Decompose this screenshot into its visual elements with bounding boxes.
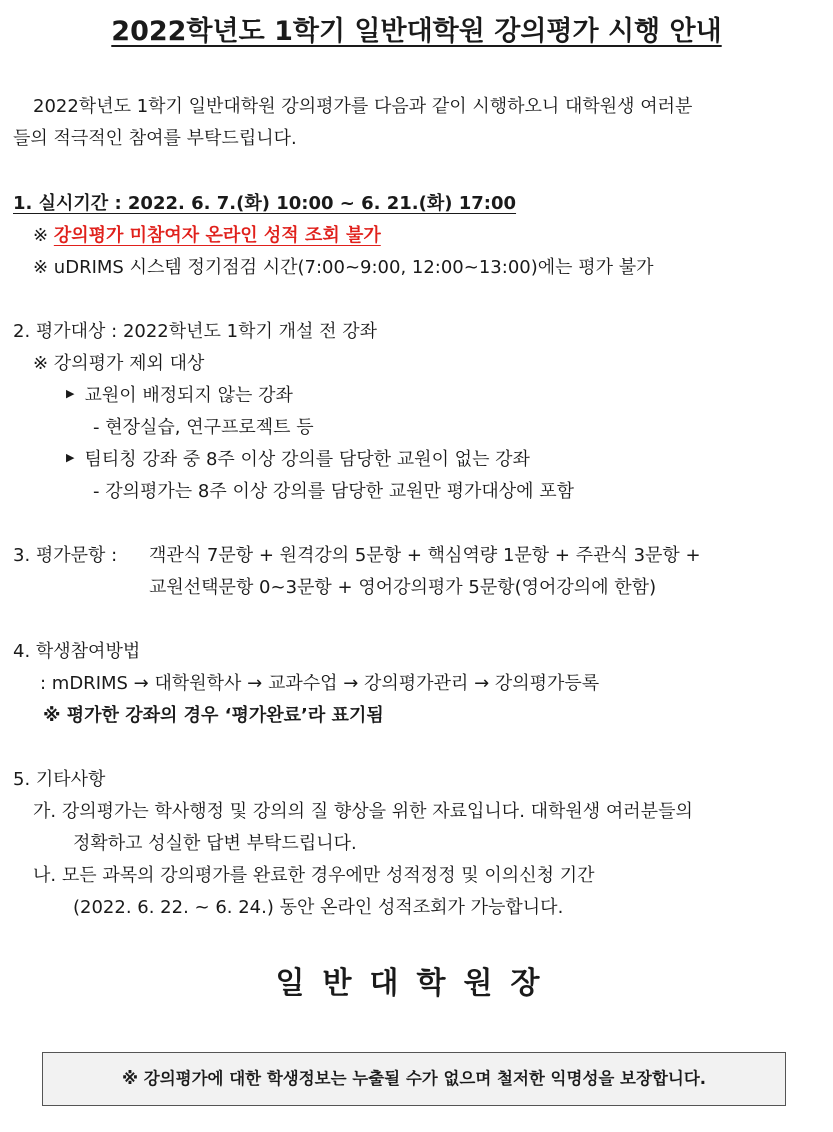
misc-na-line-2: (2022. 6. 22. ~ 6. 24.) 동안 온라인 성적조회가 가능합니다. (73, 897, 564, 918)
questions-label: 3. 평가문항 : (13, 545, 118, 566)
target-heading: 2. 평가대상 : 2022학년도 1학기 개설 전 강좌 (13, 321, 377, 342)
intro-line-2: 들의 적극적인 참여를 부탁드립니다. (13, 128, 297, 149)
reference-mark: ※ (33, 225, 49, 246)
method-heading: 4. 학생참여방법 (13, 641, 141, 662)
exclude-item-2-sub: - 강의평가는 8주 이상 강의를 담당한 교원만 평가대상에 포함 (93, 481, 575, 502)
misc-ga-line-1: 가. 강의평가는 학사행정 및 강의의 질 향상을 위한 자료입니다. 대학원생 여러분들의 (33, 801, 693, 822)
signature: 일반대학원장 (275, 966, 558, 1001)
misc-na-line-1: 나. 모든 과목의 강의평가를 완료한 경우에만 성적정정 및 이의신청 기간 (33, 865, 595, 886)
privacy-notice: ※ 강의평가에 대한 학생정보는 누출될 수가 없으며 철저한 익명성을 보장합니다. (42, 1052, 786, 1106)
exclude-item-2: ▶ 팀티칭 강좌 중 8주 이상 강의를 담당한 교원이 없는 강좌 (66, 447, 530, 473)
maintenance-note: ※ uDRIMS 시스템 정기점검 시간(7:00~9:00, 12:00~13:00)에는 평가 불가 (33, 257, 654, 278)
triangle-right-icon: ▶ (66, 387, 75, 400)
misc-ga-line-2: 정확하고 성실한 답변 부탁드립니다. (73, 833, 357, 854)
intro-line-1: 2022학년도 1학기 일반대학원 강의평가를 다음과 같이 시행하오니 대학원생 여러분 (33, 96, 693, 117)
questions-line-2: 교원선택문항 0~3문항 + 영어강의평가 5문항(영어강의에 한함) (149, 577, 657, 598)
exclude-item-1: ▶ 교원이 배정되지 않는 강좌 (66, 383, 293, 409)
period-heading: 1. 실시기간 : 2022. 6. 7.(화) 10:00 ~ 6. 21.(화) 17:00 (13, 193, 517, 214)
period-warning (33, 223, 381, 249)
triangle-right-icon: ▶ (66, 451, 75, 464)
questions-line-1: 객관식 7문항 + 원격강의 5문항 + 핵심역량 1문항 + 주관식 3문항 + (149, 545, 701, 566)
exclude-item-1-sub: - 현장실습, 연구프로젝트 등 (93, 417, 314, 438)
page-title: 2022학년도 1학기 일반대학원 강의평가 시행 안내 (111, 16, 722, 47)
warning-text: 강의평가 미참여자 온라인 성적 조회 불가 (53, 225, 381, 246)
exclude-label: ※ 강의평가 제외 대상 (33, 353, 205, 374)
misc-heading: 5. 기타사항 (13, 769, 106, 790)
method-note: ※ 평가한 강좌의 경우 ‘평가완료’라 표기됨 (43, 705, 384, 726)
method-path: : mDRIMS → 대학원학사 → 교과수업 → 강의평가관리 → 강의평가등록 (40, 673, 600, 694)
